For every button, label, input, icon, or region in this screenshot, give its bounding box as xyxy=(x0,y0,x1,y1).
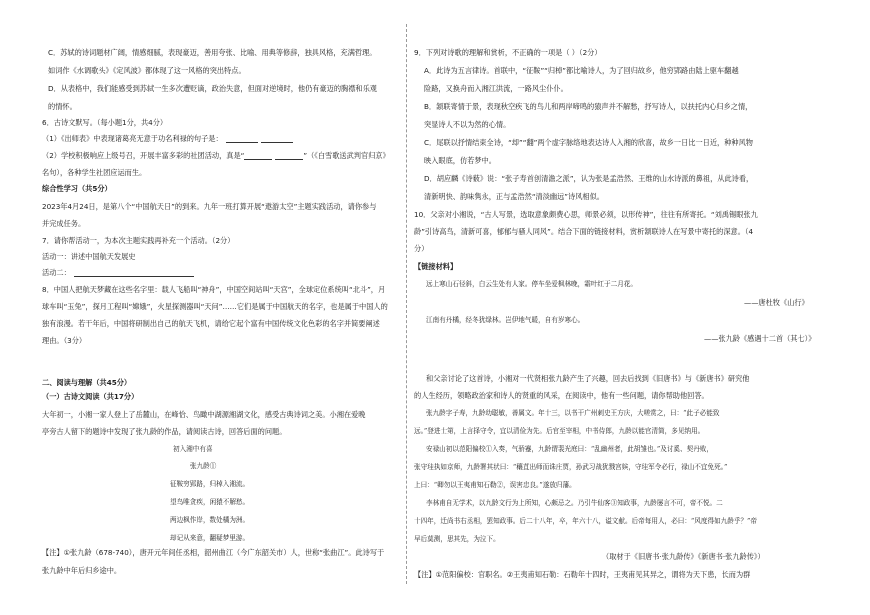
text-line: 突显诗人不以为然的心情。 xyxy=(424,120,511,129)
text-line: 球车叫“玉兔”，探月工程叫“嫦娥”，火星探测器叫“天问”……它们是属于中国航天的名字，也是属于中国人的 xyxy=(42,302,388,311)
text-line: 9．下列对诗歌的理解和赏析，不正确的一项是（ ）（2分） xyxy=(414,48,602,57)
text-line: （取材于《旧唐书·张九龄传》《新唐书·张九龄传》） xyxy=(602,552,765,561)
text-line: 两边枫作岸，数处橘为洲。 xyxy=(170,516,250,524)
text-line: 远。”登进士第，上言择守令，宜以清俭为先。后官至宰相，中书侍郎，九龄以能官清简，多见纳用。 xyxy=(414,427,705,435)
text-line: 分） xyxy=(414,244,429,253)
answer-blank[interactable] xyxy=(261,134,293,143)
text-line: 征鞍穷郢路，归棹入湘流。 xyxy=(170,480,250,488)
text-line: 张九龄① xyxy=(190,462,217,470)
text-line: 安禄山初以范阳偏校①入奏，气骄蹇，九龄谓裴光庭曰：“乱幽州者，此胡雏也。”及讨奚、契丹败， xyxy=(426,445,713,453)
text-line: 7．请你帮活动一，为本次主题实践再补充一个活动。（2分） xyxy=(42,236,235,245)
text-line: 活动一：讲述中国航天发展史 xyxy=(42,252,136,261)
text-line: 并完成任务。 xyxy=(42,219,86,228)
text-line: 险路，又换舟而入湘江洪流，一路风尘仆仆。 xyxy=(424,84,568,93)
text-line: D．胡应麟《诗薮》说：“张子寿首创清澹之派”，认为张是孟浩然、王维的山水诗派的鼻祖，从此诗看， xyxy=(424,174,754,183)
text-line: 张九龄中年后归乡途中。 xyxy=(42,566,122,575)
text-line: 10．父亲对小湘说，“古人写景，选取意象颇费心思，师景必须，以形传神”，往往有所寄托。“刘禹锡眼张九 xyxy=(414,210,758,219)
text-line: 大年初一，小湘一家人登上了岳麓山，在峰恰、鸟瞰中湖源湘湖文化，感受古典诗词之美。小湘在爱晚 xyxy=(42,410,366,419)
answer-blank[interactable] xyxy=(226,134,258,143)
text-line: （2）学校积极响应上级号召，开展丰富多彩的社团活动，真是“ ”（《白雪歌送武判官归京》 xyxy=(42,151,390,160)
text-line: 映入眼底，仿若梦中。 xyxy=(424,156,496,165)
text-line: 8．中国人把航天梦藏在这些名字里：载人飞船叫“神舟”，中国空间站叫“天宫”，全球定位系统叫“北斗”，月 xyxy=(42,285,386,294)
text-line: 综合性学习（共5分） xyxy=(42,184,112,193)
text-line: 二、阅读与理解（共45分） xyxy=(42,378,132,387)
text-line: D．从表格中，我们能感受到苏轼一生多次遭贬谪，政治失意，但面对逆境时，他仍有豪迈的胸襟和乐观 xyxy=(48,84,377,93)
text-line: A．此诗为五言律诗。首联中，“征鞍”“归棹”都比喻诗人，为了回归故乡，他穷郢路由陆上驱车翻越 xyxy=(424,66,739,75)
text-line: 江南有丹橘，经冬犹绿林。岂伊地气暖，自有岁寒心。 xyxy=(426,316,585,324)
text-line: 的人生经历，领略政治家和诗人的贤重的风采，在阅读中，他有一些问题，请你帮助他回答。 xyxy=(414,391,709,400)
text-line: 6．古诗文默写。（每小题1分，共4分） xyxy=(42,118,168,127)
text-line: 和父亲讨论了这首诗，小湘对一代贤相张九龄产生了兴趣，回去后找到《旧唐书》与《新唐书》研究他 xyxy=(426,374,750,383)
text-line: ——张九龄《感遇十二首（其七）》 xyxy=(704,334,816,343)
text-line: （1）《出师表》中表现诸葛亮无意于功名利禄的句子是： xyxy=(42,134,293,143)
text-line: 独有浪漫。若干年后，中国将研制出自己的航天飞机，请给它起个富有中国传统文化色彩的名字并简要阐述 xyxy=(42,319,380,328)
column-divider xyxy=(406,24,408,584)
text-line: （一）古诗文阅读（共17分） xyxy=(42,392,139,401)
text-line: 如词作《水调歌头》《定风波》都体现了这一风格的突出特点。 xyxy=(48,66,246,75)
answer-blank[interactable] xyxy=(275,151,303,160)
text-line: 却记从来意，翻疑梦里游。 xyxy=(170,534,250,542)
answer-blank[interactable] xyxy=(74,268,194,277)
text-line: 张守珪执如京师，九龄署其状曰：“穰苴出师而诛庄贾，孙武习战犹戮宫嫔，守珪军令必行，禄山不宜免死。” xyxy=(414,463,728,471)
text-line: 的情怀。 xyxy=(48,102,77,111)
text-line: 【链接材料】 xyxy=(414,262,458,271)
text-line: 亭旁古人留下的题诗中发现了张九龄的作品，请阅读古诗，回答后面的问题。 xyxy=(42,427,287,436)
answer-blank[interactable] xyxy=(244,151,272,160)
text-line: 【注】①张九龄（678-740），唐开元年间任丞相，韶州曲江（今广东韶关市）人，世称“张曲江”。此诗写于 xyxy=(42,548,385,557)
text-line: 早后莫测，思其先，为泣下。 xyxy=(414,535,500,543)
text-line: 望鸟唯贪疾，闲猿不解愁。 xyxy=(170,498,250,506)
text-line: 十四年，迁尚书右丞相，罢知政事。后二十八年，卒，年六十八，谥文献。后帝每用人，必曰：“风度得如九龄乎？”帝 xyxy=(414,517,758,525)
text-line: 活动二： xyxy=(42,268,194,277)
text-line: B．颔联寄情于景，表现秋空疾飞的鸟儿和两岸啼鸣的猿声并不解愁，抒写诗人，以扶托内心归乡之情， xyxy=(424,102,753,111)
text-line: 【注】①范阳偏校：官职名。②王夷甫知石勒：石勒年十四时，王夷甫见其异之，谓将为天下患，长而为群 xyxy=(414,570,751,579)
text-line: 清新明快、韵味隽永，正与孟浩然“清淡幽远”诗风相似。 xyxy=(424,192,604,201)
text-line: C．尾联以抒情结束全诗，“却”“翻”两个虚字脉络地表达诗人入湘的欣喜，故乡一日比一日近，种种风物 xyxy=(424,138,753,147)
text-line: 2023年4月24日，是第八个“中国航天日”的到来。九年一班打算开展“遨游太空”主题实践活动，请你参与 xyxy=(42,202,377,211)
text-line: ——唐杜牧《山行》 xyxy=(744,298,809,307)
text-line: 初入湘中有喜 xyxy=(173,445,213,453)
text-line: 名句），各种学生社团应运而生。 xyxy=(42,168,147,177)
text-line: 理由。（3分） xyxy=(42,336,87,345)
text-line: 龄”引诗高鸟，清新可喜，郁郁与骚人同风”。结合下面的链接材料，赏析颔联诗人在写景中寄托的深意。（4 xyxy=(414,227,754,236)
text-line: 李林甫自无学术，以九龄文行为上所知，心颇忌之。乃引牛仙客③知政事，九龄屡言不可，帝不悦。二 xyxy=(426,499,723,507)
text-line: C．苏轼的诗词题材广阔，情感细腻，表现豪迈，善用夸张、比喻、用典等修辞，独具风格，充满哲理。 xyxy=(48,48,377,57)
text-line: 远上寒山石径斜，白云生处有人家。停车坐爱枫林晚，霜叶红于二月花。 xyxy=(426,280,637,288)
text-line: 张九龄字子寿，九龄幼聪敏，善属文。年十三，以书干广州刺史王方庆，大嗟赏之，曰：“此子必能致 xyxy=(426,409,720,417)
text-line: 上曰：“卿勿以王夷甫知石勒②，误害忠良。”遂放归藩。 xyxy=(414,481,576,489)
